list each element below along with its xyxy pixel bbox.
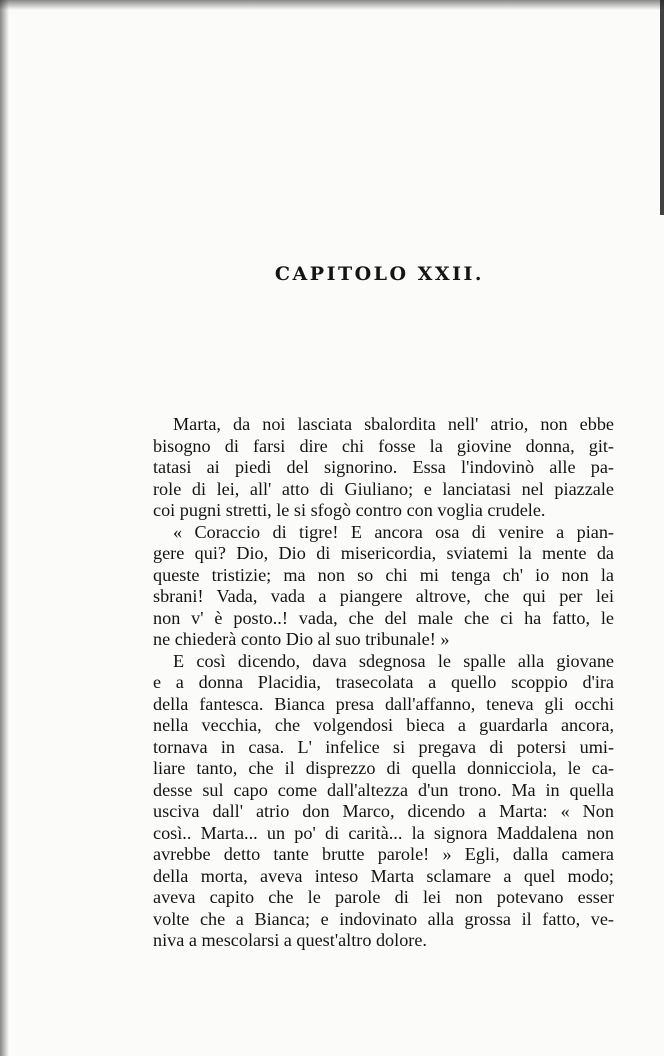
text-line: così.. Marta... un po' di carità... la signora Maddalena non xyxy=(153,822,614,843)
page-binding-shadow xyxy=(0,0,9,1056)
body-text xyxy=(153,414,614,952)
text-line: nella vecchia, che volgendosi bieca a guardarla ancora, xyxy=(153,715,614,735)
text-line: avrebbe detto tante brutte parole! » Egli, dalla camera xyxy=(153,844,614,864)
chapter-title: CAPITOLO XXII. xyxy=(274,263,485,285)
text-line: usciva dall' atrio don Marco, dicendo a Marta: « Non xyxy=(153,801,614,821)
text-line: liare tanto, che il disprezzo di quella donnicciola, le ca- xyxy=(153,758,614,778)
text-line: « Coraccio di tigre! E ancora osa di venire a pian- xyxy=(173,521,614,542)
text-line: gere qui? Dio, Dio di misericordia, sviatemi la mente da xyxy=(153,543,614,563)
text-line: e a donna Placidia, trasecolata a quello scoppio d'ira xyxy=(153,672,614,692)
text-line: E così dicendo, dava sdegnosa le spalle alla giovane xyxy=(173,650,614,671)
text-line: desse sul capo come dall'altezza d'un trono. Ma in quella xyxy=(153,779,614,800)
text-line: non v' è posto..! vada, che del male che ci ha fatto, le xyxy=(153,607,614,628)
page-right-edge-mark xyxy=(660,0,664,215)
text-line: ne chiederà conto Dio al suo tribunale! » xyxy=(153,629,450,649)
text-line: della morta, aveva inteso Marta sclamare a quel modo; xyxy=(153,865,614,886)
text-line: tatasi ai piedi del signorino. Essa l'indovinò alle pa- xyxy=(153,457,614,477)
text-line: volte che a Bianca; e indovinato alla grossa il fatto, ve- xyxy=(153,908,614,929)
text-line: queste tristizie; ma non so chi mi tenga ch' io non la xyxy=(153,564,614,585)
page-top-shadow xyxy=(0,0,664,10)
text-line: sbrani! Vada, vada a piangere altrove, che qui per lei xyxy=(153,586,614,606)
text-line: aveva capito che le parole di lei non potevano esser xyxy=(153,887,614,907)
text-line: della fantesca. Bianca presa dall'affanno, teneva gli occhi xyxy=(153,693,614,714)
text-line: Marta, da noi lasciata sbalordita nell' atrio, non ebbe xyxy=(173,414,614,434)
text-line: tornava in casa. L' infelice si pregava di potersi umi- xyxy=(153,736,614,757)
text-line: role di lei, all' atto di Giuliano; e lanciatasi nel piazzale xyxy=(153,478,614,499)
text-line: bisogno di farsi dire chi fosse la giovine donna, git- xyxy=(153,435,614,456)
text-line: niva a mescolarsi a quest'altro dolore. xyxy=(153,930,427,950)
text-line: coi pugni stretti, le si sfogò contro con voglia crudele. xyxy=(153,500,546,520)
